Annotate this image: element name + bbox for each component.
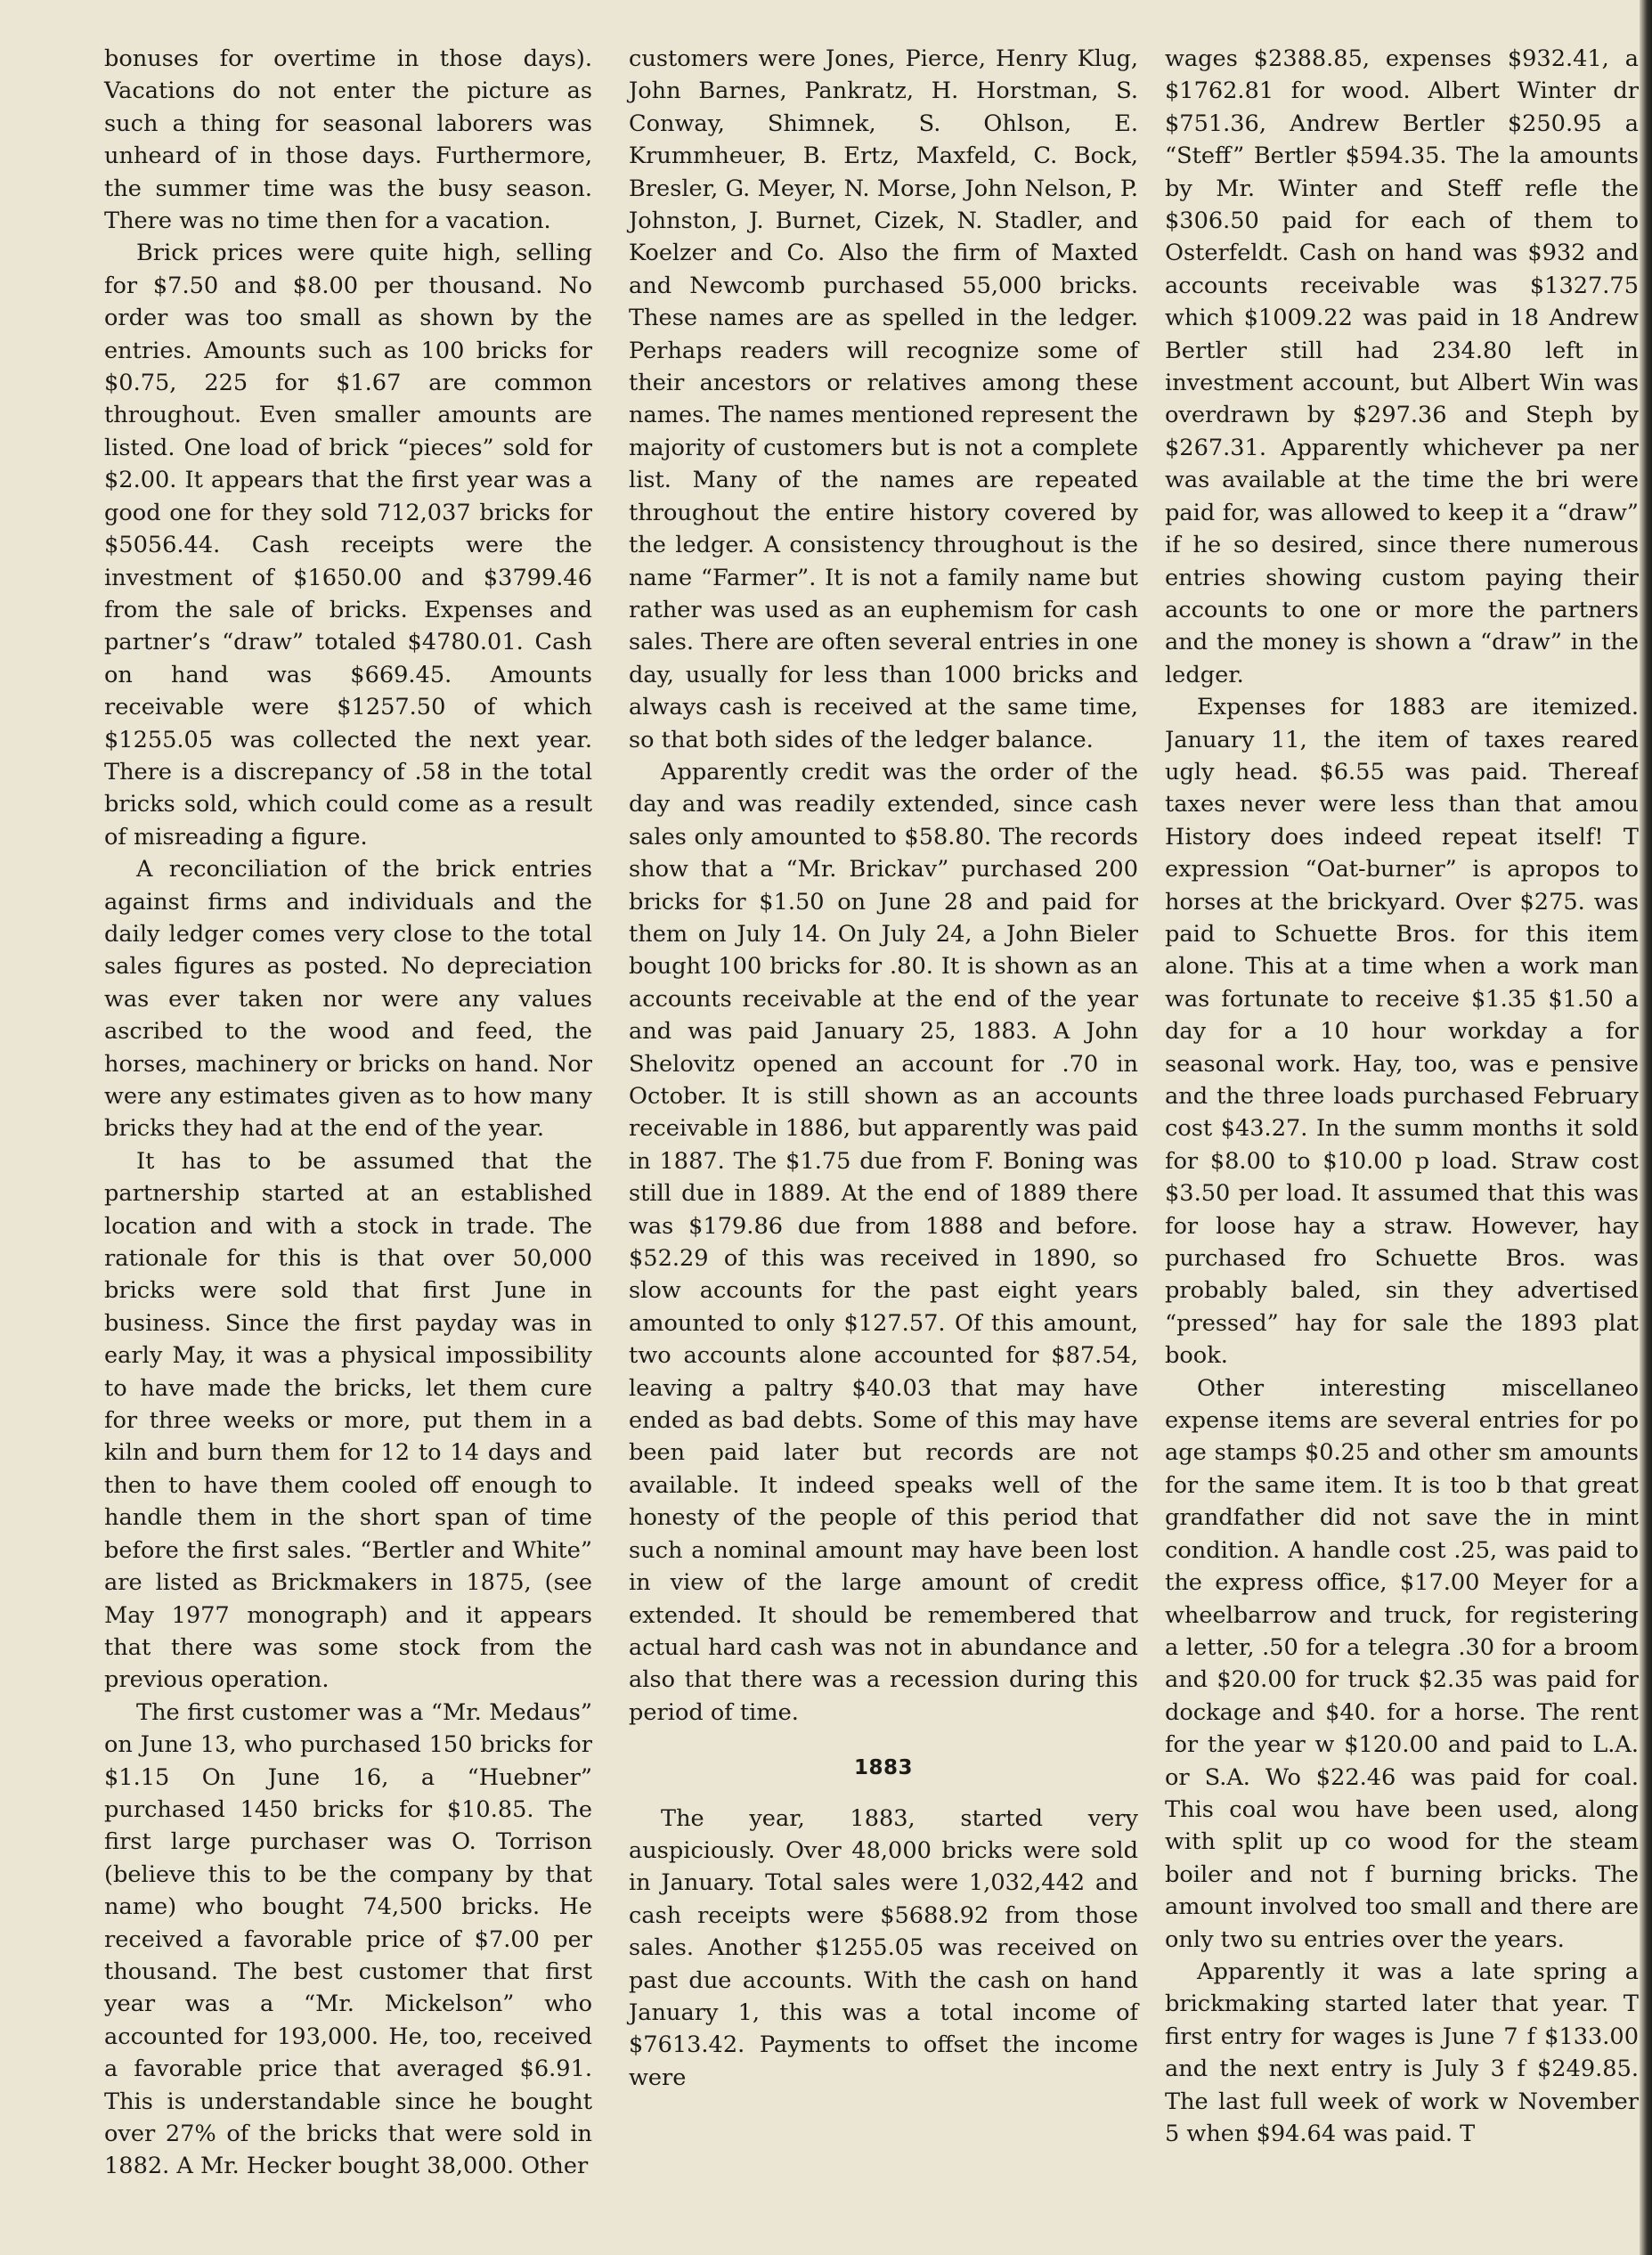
paragraph: wages $2388.85, expenses $932.41, a $1762.81 for wood. Albert Winter dr $751.36, Andrew Bertler $250.95 a “Steff” Bertler $594.35. The la amounts by Mr. Winter and Steff refle the $306.50 paid for each of them to Osterfeldt. Cash on hand was $932 and accounts receivable was $1327.75 which $1009.22 was paid in 18 Andrew Bertler still had 234.80 left in investment account, but Albert Win was overdrawn by $297.36 and Steph by $267.31. Apparently whichever pa ner was available at the time the bri were paid for, was allowed to keep it a “draw” if he so desired, since there numerous entries showing custom paying their accounts to one or more the partners and the money is shown a “draw” in the ledger.	[1165, 45, 1639, 688]
section-heading: 1883	[853, 1756, 913, 1780]
page-binding-edge	[1640, 0, 1652, 2255]
paragraph: Brick prices were quite high, selling for $7.50 and $8.00 per thousand. No order was too small as shown by the entries. Amounts such as 100 bricks for $0.75, 225 for $1.67 are common throughout. Even smaller amounts are listed. One load of brick “pieces” sold for $2.00. It appears that the first year was a good one for they sold 712,037 bricks for $5056.44. Cash receipts were the investment of $1650.00 and $3799.46 from the sale of bricks. Expenses and partner’s “draw” totaled $4780.01. Cash on hand was $669.45. Amounts receivable were $1257.50 of which $1255.05 was collected the next year. There is a discrepancy of .58 in the total bricks sold, which could come as a result of misreading a figure.	[104, 240, 592, 851]
paragraph: Expenses for 1883 are itemized. January 11, the item of taxes reared ugly head. $6.55 was paid. Thereaf taxes never were less than that amou History does indeed repeat itself! T expression “Oat-burner” is apropos to horses at the brickyard. Over $275. was paid to Schuette Bros. for this item alone. This at a time when a work man was fortunate to receive $1.35 $1.50 a day for a 10 hour workday a for seasonal work. Hay, too, was e pensive and the three loads purchased February cost $43.27. In the summ months it sold for $8.00 to $10.00 p load. Straw cost $3.50 per load. It assumed that this was for loose hay a straw. However, hay purchased fro Schuette Bros. was probably baled, sin they advertised “pressed” hay for sale the 1893 plat book.	[1165, 694, 1639, 1370]
paragraph: It has to be assumed that the partnership started at an established location and with a stock in trade. The rationale for this is that over 50,000 bricks were sold that first June in business. Since the first payday was in early May, it was a physical impossibility to have made the bricks, let them cure for three weeks or more, put them in a kiln and burn them for 12 to 14 days and then to have them cooled off enough to handle them in the short span of time before the first sales. “Bertler and White” are listed as Brickmakers in 1875, (see May 1977 monograph) and it appears that there was some stock from the previous operation.	[104, 1147, 592, 1694]
text-column-2	[629, 43, 1138, 2094]
paragraph: bonuses for overtime in those days). Vacations do not enter the picture as such a thing for seasonal laborers was unheard of in those days. Furthermore, the summer time was the busy season. There was no time then for a vacation.	[104, 45, 592, 235]
paragraph: A reconciliation of the brick entries against firms and individuals and the daily ledger comes very close to the total sales figures as posted. No depreciation was ever taken nor were any values ascribed to the wood and feed, the horses, machinery or bricks on hand. Nor were any estimates given as to how many bricks they had at the end of the year.	[104, 856, 592, 1143]
text-column-3	[1165, 43, 1639, 2216]
paragraph: The year, 1883, started very auspiciously. Over 48,000 bricks were sold in January. Total sales were 1,032,442 and cash receipts were $5688.92 from those sales. Another $1255.05 was received on past due accounts. With the cash on hand January 1, this was a total income of $7613.42. Payments to offset the income were	[629, 1804, 1138, 2091]
paragraph: Other interesting miscellaneo expense items are several entries for po age stamps $0.25 and other sm amounts for the same item. It is too b that great grandfather did not save the in mint condition. A handle cost .25, was paid to the express office, $17.00 Meyer for a wheelbarrow and truck, for registering a letter, .50 for a telegra .30 for a broom and $20.00 for truck $2.35 was paid for dockage and $40. for a horse. The rent for the year w $120.00 and paid to L.A. or S.A. Wo $22.46 was paid for coal. This coal wou have been used, along with split up co wood for the steam boiler and not f burning bricks. The amount involved too small and there are only two su entries over the years.	[1165, 1374, 1639, 1953]
paragraph: Apparently it was a late spring a brickmaking started later that year. T first entry for wages is June 7 f $133.00 and the next entry is July 3 f $249.85. The last full week of work w November 5 when $94.64 was paid. T	[1165, 1958, 1639, 2147]
paragraph: The first customer was a “Mr. Medaus” on June 13, who purchased 150 bricks for $1.15 On June 16, a “Huebner” purchased 1450 bricks for $10.85. The first large purchaser was O. Torrison (believe this to be the company by that name) who bought 74,500 bricks. He received a favorable price of $7.00 per thousand. The best customer that first year was a “Mr. Mickelson” who accounted for 193,000. He, too, received a favorable price that averaged $6.91. This is understandable since he bought over 27% of the bricks that were sold in 1882. A Mr. Hecker bought 38,000. Other	[104, 1698, 592, 2180]
paragraph: customers were Jones, Pierce, Henry Klug, John Barnes, Pankratz, H. Horstman, S. Conway, Shimnek, S. Ohlson, E. Krummheuer, B. Ertz, Maxfeld, C. Bock, Bresler, G. Meyer, N. Morse, John Nelson, P. Johnston, J. Burnet, Cizek, N. Stadler, and Koelzer and Co. Also the firm of Maxted and Newcomb purchased 55,000 bricks. These names are as spelled in the ledger. Perhaps readers will recognize some of their ancestors or relatives among these names. The names mentioned represent the majority of customers but is not a complete list. Many of the names are repeated throughout the entire history covered by the ledger. A consistency throughout is the name “Farmer”. It is not a family name but rather was used as an euphemism for cash sales. There are often several entries in one day, usually for less than 1000 bricks and always cash is received at the same time, so that both sides of the ledger balance.	[629, 45, 1138, 753]
paragraph: Apparently credit was the order of the day and was readily extended, since cash sales only amounted to $58.80. The records show that a “Mr. Brickav” purchased 200 bricks for $1.50 on June 28 and paid for them on July 14. On July 24, a John Bieler bought 100 bricks for .80. It is shown as an accounts receivable at the end of the year and was paid January 25, 1883. A John Shelovitz opened an account for .70 in October. It is still shown as an accounts receivable in 1886, but apparently was paid in 1887. The $1.75 due from F. Boning was still due in 1889. At the end of 1889 there was $179.86 due from 1888 and before. $52.29 of this was received in 1890, so slow accounts for the past eight years amounted to only $127.57. Of this amount, two accounts alone accounted for $87.54, leaving a paltry $40.03 that may have ended as bad debts. Some of this may have been paid later but records are not available. It indeed speaks well of the honesty of the people of this period that such a nominal amount may have been lost in view of the large amount of credit extended. It should be remembered that actual hard cash was not in abundance and also that there was a recession during this period of time.	[629, 758, 1138, 1726]
text-column-1	[104, 43, 592, 2183]
